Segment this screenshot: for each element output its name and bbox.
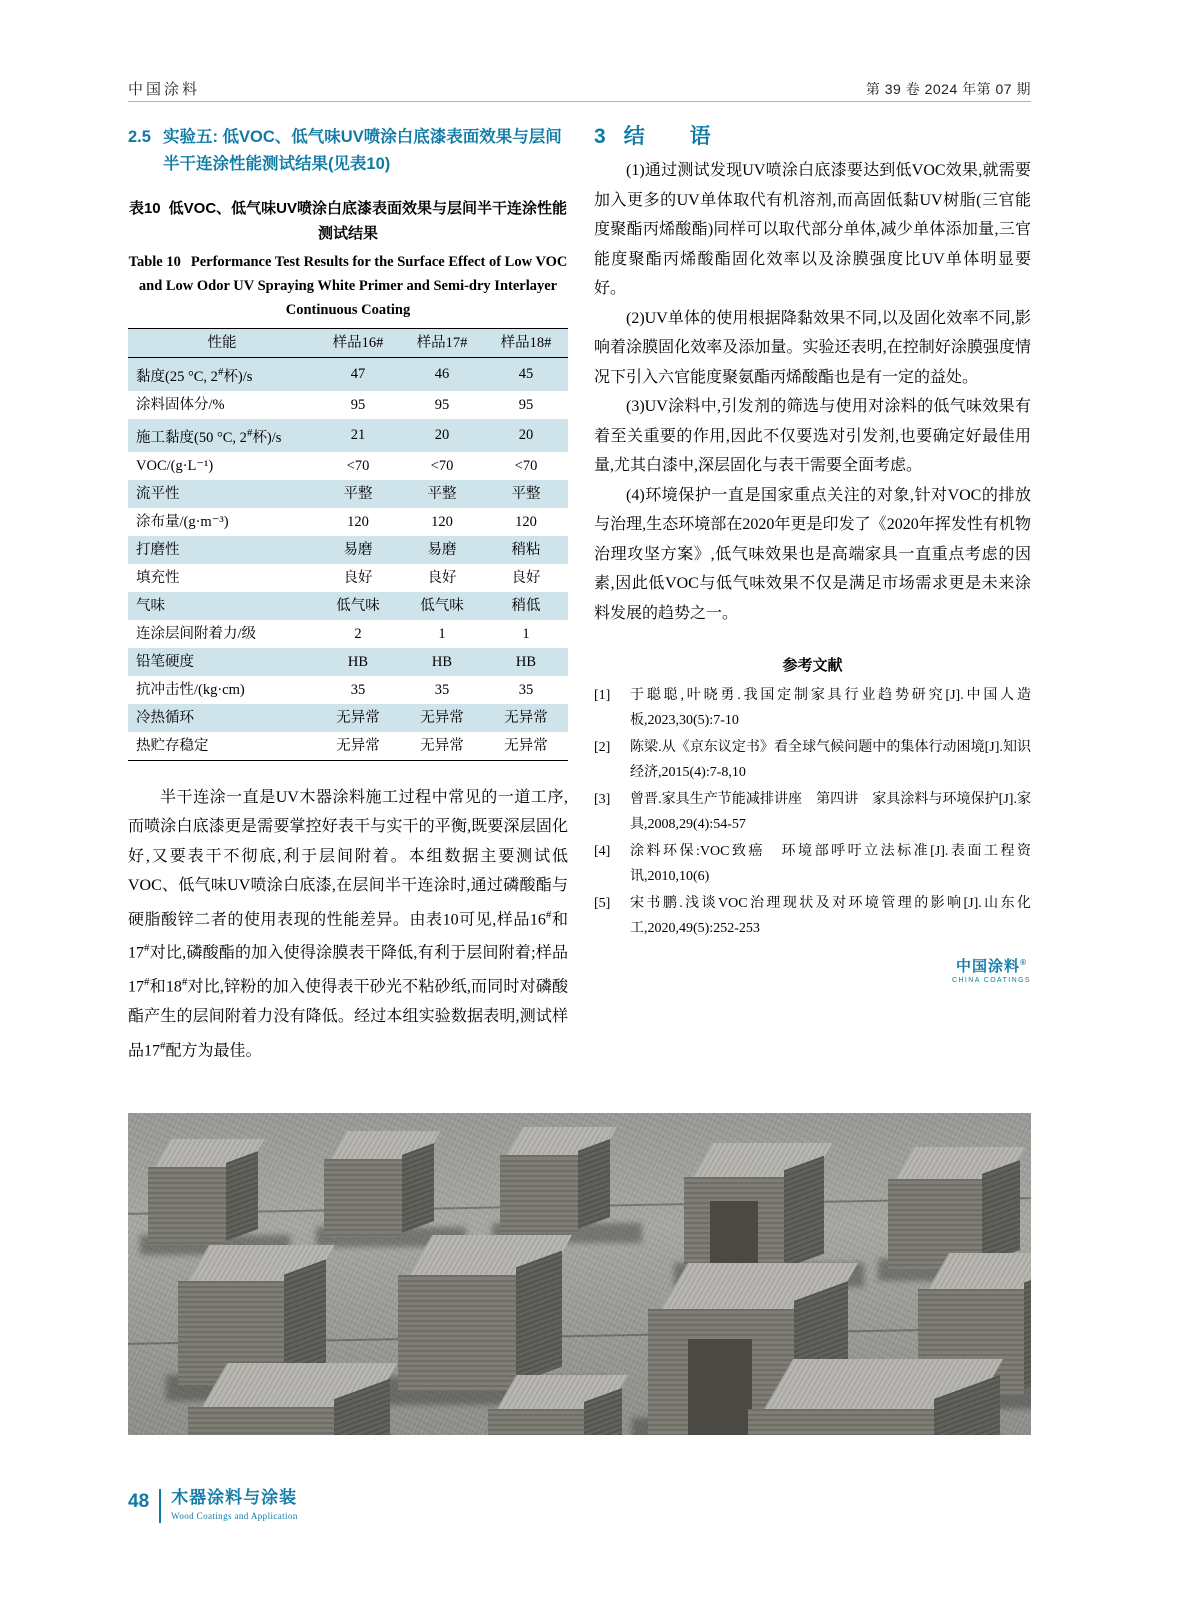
table-cell-value: 无异常: [420, 709, 464, 726]
reference-text: 曾晋.家具生产节能减排讲座 第四讲 家具涂料与环境保护[J].家具,2008,29(4):54-57: [630, 792, 1031, 832]
table-cell-property: 涂料固体分/%: [136, 396, 225, 413]
concrete-block: [148, 1139, 268, 1249]
section-heading: [128, 124, 568, 178]
logo-text-en: CHINA COATINGS: [952, 977, 1031, 984]
column-header-sample16: 样品16#: [316, 329, 400, 358]
table-cell-value: 120: [431, 513, 453, 530]
table-cell-value: <70: [430, 457, 454, 474]
table-cell-value: 稍低: [511, 597, 541, 614]
reference-text: 宋书鹏.浅谈VOC治理现状及对环境管理的影响[J].山东化工,2020,49(5):252-253: [630, 896, 1031, 936]
table-cell-property: 冷热循环: [136, 709, 194, 726]
table-cell-value: 无异常: [400, 732, 484, 761]
concrete-block: [324, 1131, 444, 1241]
table-cell-value: 35: [350, 681, 366, 698]
table-cell-property: VOC/(g·L⁻¹): [136, 457, 214, 474]
paragraph: (1)通过测试发现UV喷涂白底漆要达到低VOC效果,就需要加入更多的UV单体取代有机溶剂,而高固低黏UV树脂(三官能度聚酯丙烯酸酯)同样可以取代部分单体,减少单体添加量,三官能度聚酯丙烯酸酯固化效率以及涂膜强度比UV单体明显要好。: [594, 162, 1031, 297]
table-cell-value: 易磨: [343, 541, 373, 558]
table-row: [128, 704, 568, 732]
column-header-sample18: 样品18#: [484, 329, 568, 358]
table-cell-value: 平整: [343, 485, 373, 502]
table-cell-value: 120: [515, 513, 537, 530]
reference-text: 陈梁.从《京东议定书》看全球气候问题中的集体行动困境[J].知识经济,2015(4):7-8,10: [630, 740, 1031, 780]
table-row: [128, 480, 568, 508]
table-cell-value: 95: [350, 396, 366, 413]
journal-name: 中国涂料: [128, 81, 201, 98]
table-cell-property: 气味: [136, 597, 165, 614]
table-cell-value: 95: [518, 396, 534, 413]
page-footer: [128, 1487, 298, 1523]
table-row: [128, 452, 568, 480]
table-cell-value: 1: [522, 625, 530, 642]
section-number: 2.5: [128, 128, 151, 146]
table-cell-value: HB: [515, 653, 537, 670]
table-caption-cn-label: 表10: [128, 200, 161, 217]
table-row: [128, 648, 568, 676]
conclusion-body: [594, 156, 1031, 628]
table-cell-value: 稍粘: [511, 541, 541, 558]
reference-item: [594, 787, 1031, 837]
table-cell-value: 无异常: [316, 732, 400, 761]
table-cell-property: 连涂层间附着力/级: [136, 625, 257, 642]
table-cell-value: 平整: [511, 485, 541, 502]
table-row: [128, 676, 568, 704]
header-rule: [128, 101, 1031, 102]
table-cell-value: 35: [434, 681, 450, 698]
table-row: [128, 391, 568, 419]
table-cell-value: 95: [434, 396, 450, 413]
table-row: [128, 358, 568, 391]
reference-index: [4]: [594, 844, 611, 859]
table-row: [128, 732, 568, 761]
table-cell-value: 21: [350, 427, 366, 444]
table-cell-value: 120: [347, 513, 369, 530]
reference-index: [3]: [594, 792, 611, 807]
table-header-row: [128, 329, 568, 358]
table-header: [128, 329, 568, 358]
table-cell-property: 涂布量/(g·m⁻³): [136, 513, 229, 530]
table-cell-property: 抗冲击性/(kg·cm): [136, 681, 245, 698]
running-head: [128, 78, 1031, 99]
performance-table: [128, 328, 568, 761]
table-cell-value: 20: [518, 427, 534, 444]
paragraph: (3)UV涂料中,引发剂的筛选与使用对涂料的低气味效果有着至关重要的作用,因此不仅要选对引发剂,也要确定好最佳用量,尤其白漆中,深层固化与表干需要全面考虑。: [594, 398, 1031, 474]
reference-item: [594, 735, 1031, 785]
table-caption-en-text: Performance Test Results for the Surface Effect of Low VOC and Low Odor UV Spraying White Primer and Semi-dry Interlayer Continuous Coating: [138, 254, 568, 318]
reference-item: [594, 683, 1031, 733]
table-cell-value: <70: [514, 457, 538, 474]
concrete-block: [488, 1375, 638, 1435]
table-caption-en-label: Table 10: [128, 254, 181, 270]
table-cell-value: 低气味: [420, 597, 464, 614]
table-cell-value: 无异常: [484, 732, 568, 761]
table-row: [128, 592, 568, 620]
table-row: [128, 620, 568, 648]
issue-info: 第 39 卷 2024 年第 07 期: [865, 81, 1031, 97]
table-cell-value: HB: [431, 653, 453, 670]
table-cell-value: 良好: [427, 569, 457, 586]
figure-photo: [128, 1113, 1031, 1435]
table-row: [128, 536, 568, 564]
table-cell-value: 良好: [511, 569, 541, 586]
table-caption-cn-text: 低VOC、低气味UV喷涂白底漆表面效果与层间半干连涂性能测试结果: [168, 200, 568, 242]
reference-index: [5]: [594, 896, 611, 911]
table-cell-value: 35: [518, 681, 534, 698]
table-cell-property: 流平性: [136, 485, 180, 502]
table-cell-property: 施工黏度(50 °C, 2#杯)/s: [136, 426, 282, 446]
logo-trademark: ®: [1020, 958, 1027, 967]
reference-item: [594, 891, 1031, 941]
column-header-sample17: 样品17#: [400, 329, 484, 358]
table-caption-cn: [128, 196, 568, 246]
left-body-text: [128, 783, 568, 1066]
logo-text-cn: [952, 955, 1031, 976]
footer-title-cn: 木器涂料与涂装: [171, 1488, 298, 1507]
reference-text: 涂料环保:VOC致癌 环境部呼吁立法标准[J].表面工程资讯,2010,10(6): [630, 844, 1031, 884]
references-list: [594, 683, 1031, 941]
paragraph: (2)UV单体的使用根据降黏效果不同,以及固化效率不同,影响着涂膜固化效率及添加量。实验还表明,在控制好涂膜强度情况下引入六官能度聚氨酯丙烯酸酯也是有一定的益处。: [594, 309, 1031, 386]
concrete-block: [188, 1363, 418, 1435]
table-cell-value: 46: [434, 366, 450, 383]
conclusion-number: 3: [594, 125, 606, 148]
table-cell-value: 无异常: [504, 709, 548, 726]
publisher-logo: [594, 955, 1031, 984]
concrete-block: [500, 1127, 620, 1237]
table-cell-value: 低气味: [336, 597, 380, 614]
table-row: [128, 508, 568, 536]
reference-item: [594, 839, 1031, 889]
paragraph: 半干连涂一直是UV木器涂料施工过程中常见的一道工序,而喷涂白底漆更是需要掌控好表干与实干的平衡,既要深层固化好,又要表干不彻底,利于层间附着。本组数据主要测试低VOC、低气味UV喷涂白底漆,在层间半干连涂时,通过磷酸酯与硬脂酸锌二者的使用表现的性能差异。由表10可见,样品16#和17#对比,磷酸酯的加入使得涂膜表干降低,有利于层间附着;样品17#和18#对比,锌粉的加入使得表干砂光不粘砂纸,而同时对磷酸酯产生的层间附着力没有降低。经过本组实验数据表明,测试样品17#配方为最佳。: [128, 788, 568, 1059]
paragraph: (4)环境保护一直是国家重点关注的对象,针对VOC的排放与治理,生态环境部在2020年更是印发了《2020年挥发性有机物治理攻坚方案》,低气味效果也是高端家具一直重点考虑的因素,因此低VOC与低气味效果不仅是满足市场需求更是未来涂料发展的趋势之一。: [594, 486, 1031, 622]
table-body: [128, 358, 568, 761]
table-row: [128, 564, 568, 592]
table-caption-en: [128, 250, 568, 322]
table-cell-value: 47: [350, 366, 366, 383]
reference-text: 于聪聪,叶晓勇.我国定制家具行业趋势研究[J].中国人造板,2023,30(5):7-10: [630, 688, 1031, 728]
left-column: [128, 124, 568, 1065]
table-cell-value: 20: [434, 427, 450, 444]
references-title: 参考文献: [782, 657, 843, 674]
page-number: 48: [128, 1491, 150, 1512]
table-cell-property: 热贮存稳定: [128, 732, 316, 761]
table-cell-value: 无异常: [336, 709, 380, 726]
table-cell-value: 1: [438, 625, 446, 642]
table-cell-value: 平整: [427, 485, 457, 502]
footer-divider: [159, 1489, 161, 1523]
table-cell-property: 填充性: [136, 569, 180, 586]
column-header-property: 性能: [128, 329, 316, 358]
reference-index: [1]: [594, 688, 611, 703]
table-cell-property: 铅笔硬度: [136, 653, 194, 670]
table-cell-value: <70: [346, 457, 370, 474]
table-cell-value: 45: [518, 366, 534, 383]
concrete-block: [748, 1359, 1031, 1435]
table-row: [128, 419, 568, 452]
table-cell-property: 打磨性: [136, 541, 180, 558]
table-cell-value: 易磨: [427, 541, 457, 558]
conclusion-title: 结 语: [623, 125, 723, 148]
table-cell-value: HB: [347, 653, 369, 670]
conclusion-heading: [594, 120, 1031, 150]
section-title: 实验五: 低VOC、低气味UV喷涂白底漆表面效果与层间半干连涂性能测试结果(见表10): [162, 128, 562, 173]
reference-index: [2]: [594, 740, 611, 755]
footer-title-en: Wood Coatings and Application: [171, 1511, 298, 1521]
right-column: [594, 120, 1031, 984]
table-cell-value: 2: [354, 625, 362, 642]
logo-cn-label: 中国涂料: [956, 958, 1021, 975]
table-cell-value: 良好: [343, 569, 373, 586]
table-cell-property: 黏度(25 °C, 2#杯)/s: [136, 366, 253, 385]
concrete-block-notched: [684, 1143, 844, 1283]
